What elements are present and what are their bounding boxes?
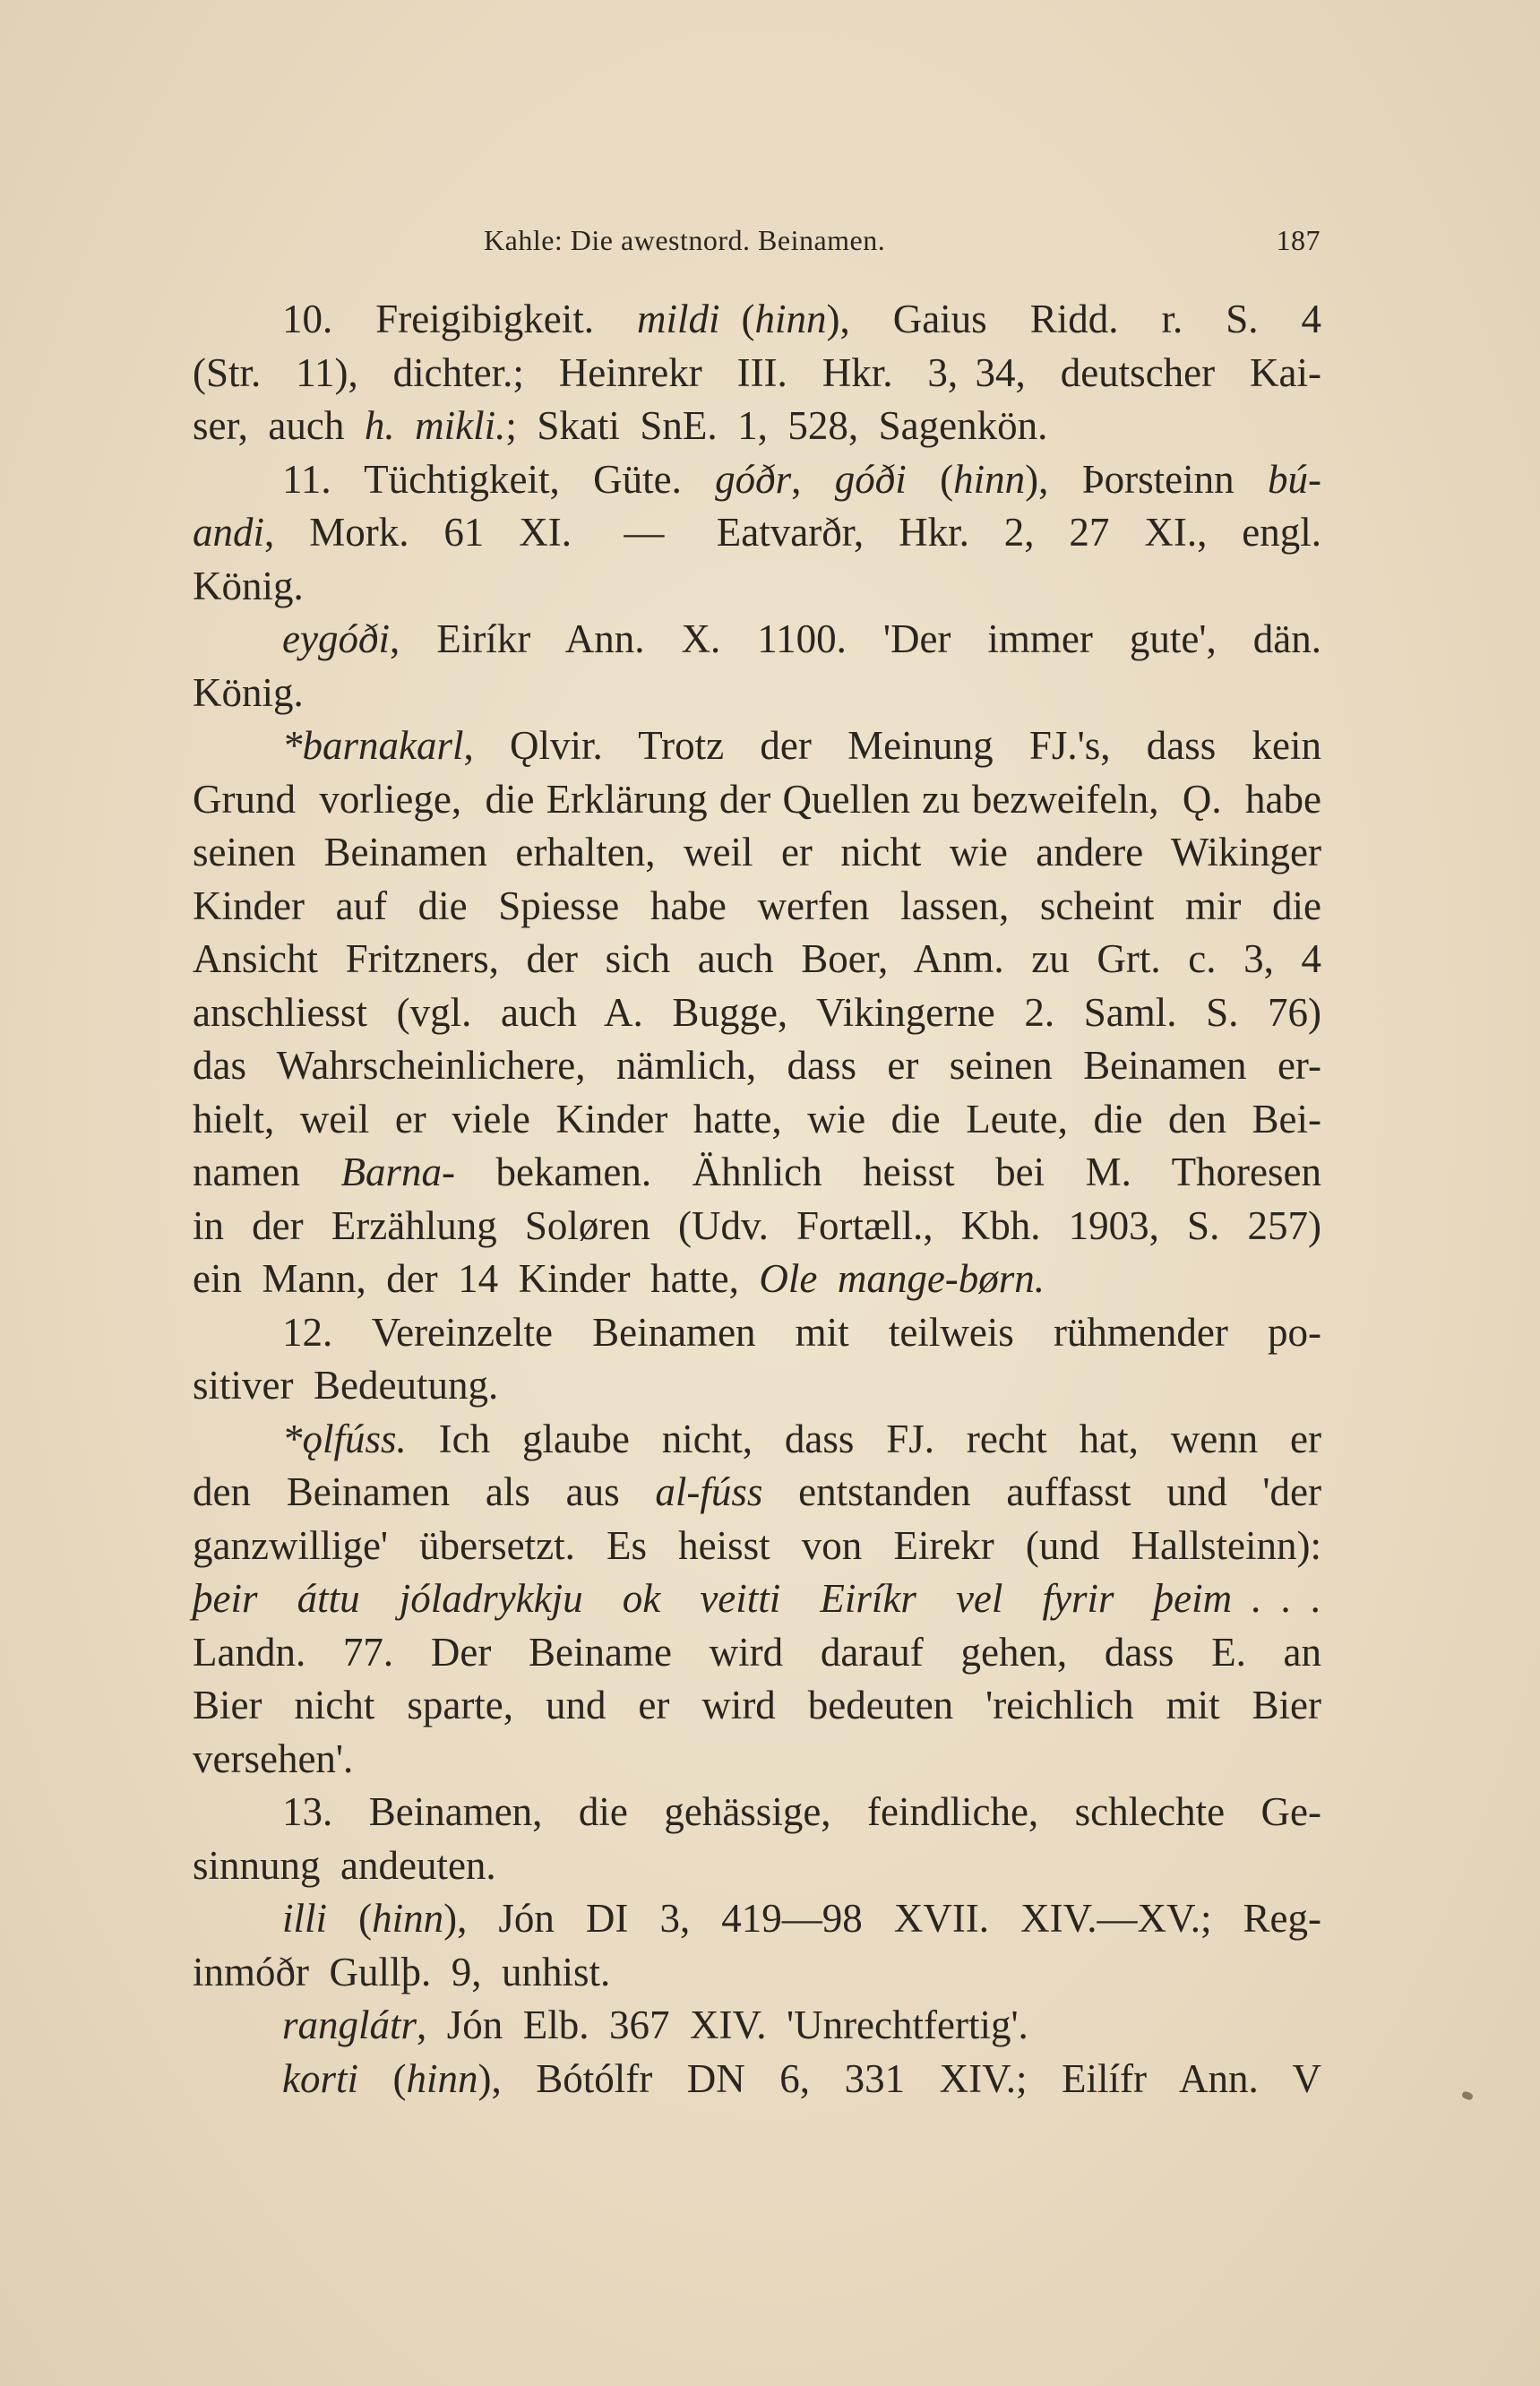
text-run: , Eiríkr Ann. X. 1100. 'Der immer gute', dän.	[389, 616, 1321, 661]
italic-text: al-fúss	[655, 1469, 763, 1514]
italic-text: illi	[282, 1896, 328, 1941]
text-line	[193, 1466, 1321, 1520]
header-title: Kahle: Die awestnord. Beinamen.	[484, 224, 886, 256]
text-run: anschliesst (vgl. auch A. Bugge, Vikingerne 2. Saml. S. 76)	[193, 989, 1321, 1035]
text-line	[193, 400, 1321, 453]
text-run: 12. Vereinzelte Beinamen mit teilweis rühmender po-	[282, 1309, 1321, 1355]
text-line	[193, 1306, 1321, 1360]
italic-text: hinn	[372, 1896, 444, 1941]
text-run: König.	[193, 563, 304, 608]
text-run: Ich glaube nicht, dass FJ. recht hat, wenn er	[406, 1416, 1321, 1461]
text-run: entstanden auffasst und 'der	[762, 1469, 1322, 1514]
text-run: ), Gaius Ridd. r. S. 4	[826, 297, 1321, 341]
text-run: ), Jón DI 3, 419—98 XVII. XIV.—XV.; Reg-	[443, 1896, 1321, 1941]
text-line	[193, 1892, 1321, 1946]
text-line	[193, 986, 1321, 1040]
text-run: ), Þorsteinn	[1025, 456, 1268, 502]
text-run: , Mork. 61 XI. — Eatvarðr, Hkr. 2, 27 XI., engl.	[264, 510, 1321, 555]
italic-text: hinn	[754, 297, 827, 341]
text-line	[193, 453, 1321, 507]
italic-text: korti	[282, 2055, 358, 2101]
text-run: ein Mann, der 14 Kinder hatte,	[193, 1256, 760, 1301]
text-run: hielt, weil er viele Kinder hatte, wie die Leute, die den Bei-	[193, 1096, 1321, 1141]
text-run: 11. Tüchtigkeit, Güte.	[282, 456, 716, 502]
text-run: in der Erzählung Soløren (Udv. Fortæll., Kbh. 1903, S. 257)	[193, 1202, 1321, 1248]
text-line	[193, 1146, 1321, 1200]
text-run: Grund vorliege, die Erklärung der Quellen zu bezweifeln, Ǫ. habe	[193, 776, 1321, 822]
text-run: (	[906, 456, 954, 502]
text-line	[193, 933, 1321, 986]
italic-text: þeir áttu jóladrykkju ok veitti Eiríkr vel fyrir þeim . . .	[193, 1576, 1321, 1621]
italic-text: bú-	[1267, 456, 1321, 502]
italic-text: h. mikli.	[364, 403, 506, 448]
text-run: seinen Beinamen erhalten, weil er nicht wie andere Wikinger	[193, 830, 1321, 874]
text-line	[193, 1626, 1321, 1680]
text-line	[193, 1572, 1321, 1626]
text-run: , Jón Elb. 367 XIV. 'Unrechtfertig'.	[417, 2003, 1028, 2047]
text-line	[193, 560, 1321, 614]
text-run: namen	[193, 1150, 341, 1194]
italic-text: Ole mange-børn.	[759, 1256, 1045, 1301]
text-run: versehen'.	[193, 1736, 354, 1781]
page-number: 187	[1276, 224, 1321, 256]
text-run: (Str. 11), dichter.; Heinrekr III. Hkr. 3, 34, deutscher Kai-	[193, 349, 1321, 395]
text-run: König.	[193, 669, 304, 715]
text-run: (	[358, 2055, 407, 2101]
italic-text: hinn	[953, 456, 1026, 502]
text-line	[193, 1679, 1321, 1733]
text-run: 13. Beinamen, die gehässige, feindliche, schlechte Ge-	[282, 1789, 1321, 1834]
text-run: 10. Freigibigkeit.	[282, 297, 637, 341]
text-run: Landn. 77. Der Beiname wird darauf gehen, dass E. an	[193, 1629, 1321, 1675]
text-line	[193, 1786, 1321, 1839]
text-line	[193, 1839, 1321, 1893]
text-line	[193, 1200, 1321, 1253]
italic-text: mildi	[636, 297, 720, 341]
text-line	[193, 2053, 1321, 2106]
italic-text: *ǫlfúss.	[282, 1416, 407, 1461]
text-run: ), Bótólfr DN 6, 331 XIV.; Eilífr Ann. V	[477, 2055, 1321, 2101]
text-run: ; Skati SnE. 1, 528, Sagenkön.	[505, 403, 1048, 448]
text-run: (	[719, 297, 755, 341]
text-line	[193, 347, 1321, 401]
text-line	[193, 667, 1321, 720]
running-header	[484, 224, 1321, 260]
italic-text: góði	[834, 456, 907, 502]
text-line	[193, 1413, 1321, 1467]
text-line	[193, 506, 1321, 560]
italic-text: góðr	[715, 456, 792, 502]
text-run: sitiver Bedeutung.	[193, 1363, 499, 1408]
text-line	[193, 826, 1321, 880]
text-run: ser, auch	[193, 403, 365, 448]
italic-text: andi	[193, 510, 265, 555]
text-line	[193, 1253, 1321, 1306]
text-line	[193, 773, 1321, 827]
text-line	[193, 1039, 1321, 1093]
text-run: inmóðr Gullþ. 9, unhist.	[193, 1949, 611, 1994]
text-line	[193, 1093, 1321, 1147]
text-line	[193, 719, 1321, 773]
text-run: Ansicht Fritzners, der sich auch Boer, Anm. zu Grt. c. 3, 4	[193, 936, 1321, 981]
text-line	[193, 1733, 1321, 1787]
text-line	[193, 613, 1321, 667]
text-run: bekamen. Ähnlich heisst bei M. Thoresen	[454, 1150, 1322, 1194]
text-run: , Ǫlvir. Trotz der Meinung FJ.'s, dass kein	[463, 723, 1321, 768]
italic-text: hinn	[406, 2055, 478, 2101]
text-run: (	[327, 1896, 373, 1941]
text-line	[193, 293, 1321, 347]
text-run: sinnung andeuten.	[193, 1842, 496, 1888]
italic-text: eygóði	[282, 616, 390, 661]
text-run: Bier nicht sparte, und er wird bedeuten 'reichlich mit Bier	[193, 1683, 1321, 1727]
text-line	[193, 1359, 1321, 1413]
italic-text: *barnakarl	[282, 723, 464, 768]
text-run: das Wahrscheinlichere, nämlich, dass er seinen Beinamen er-	[193, 1043, 1321, 1088]
text-line	[193, 1520, 1321, 1573]
body-text	[193, 293, 1321, 2106]
text-run: ganzwillige' übersetzt. Es heisst von Eirekr (und Hallsteinn):	[193, 1522, 1321, 1568]
italic-text: ranglátr	[282, 2003, 417, 2047]
text-run: Kinder auf die Spiesse habe werfen lassen, scheint mir die	[193, 883, 1321, 928]
text-run: den Beinamen als aus	[193, 1469, 656, 1514]
italic-text: Barna-	[340, 1150, 455, 1194]
text-line	[193, 880, 1321, 934]
text-line	[193, 1999, 1321, 2053]
text-run: ,	[791, 456, 835, 502]
text-line	[193, 1946, 1321, 2000]
